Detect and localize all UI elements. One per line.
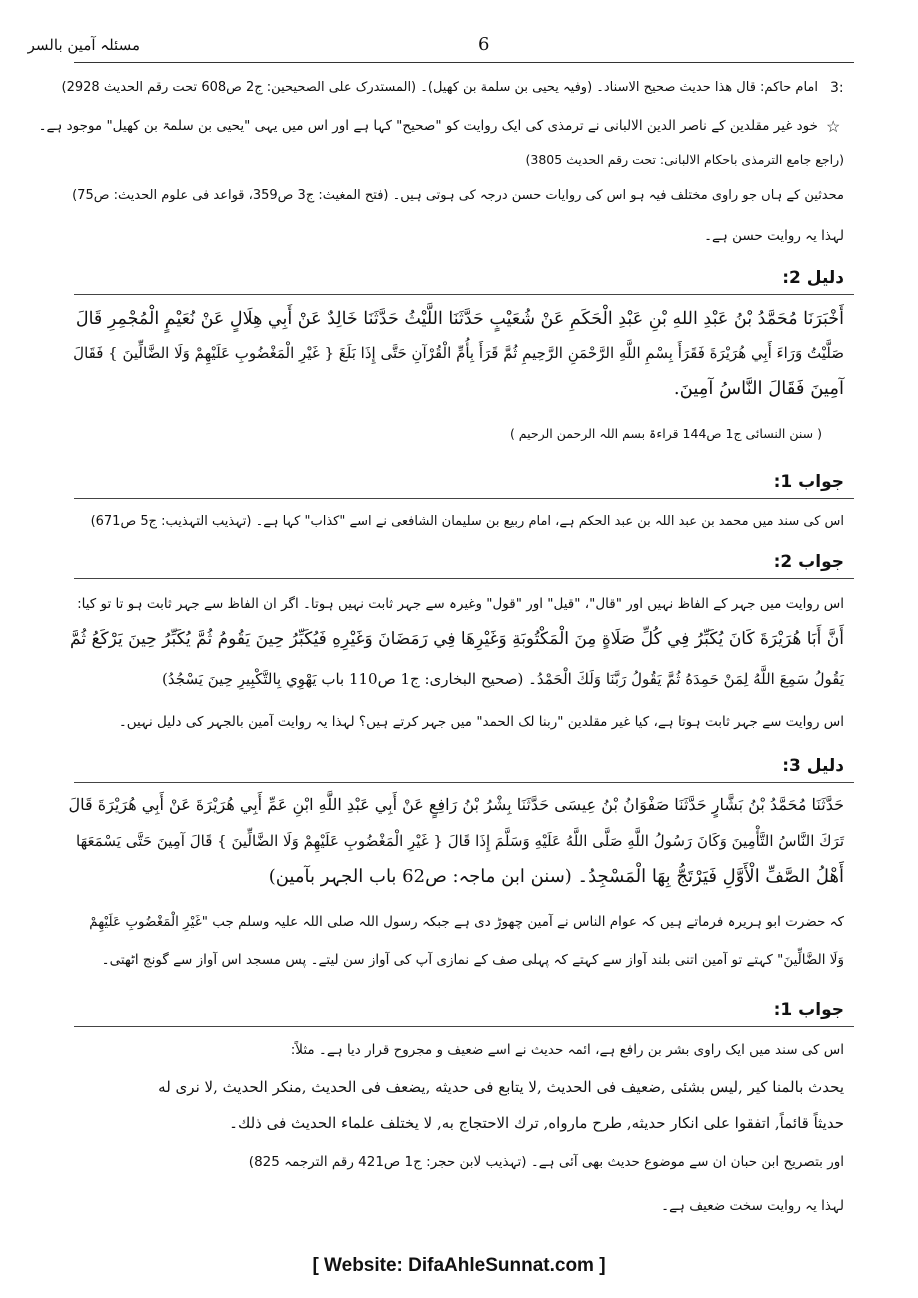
jawab-2-hadith-line-1: أَنَّ أَبَا هُرَيْرَةَ كَانَ يُكَبِّرُ فِي كُلِّ صَلَاةٍ مِنَ الْمَكْتُوبَةِ وَغَيْرِهَا فِي رَمَضَانَ وَغَيْرِهِ فَيُكَبِّرُ حِينَ يَقُومُ ثُمَّ يُكَبِّرُ حِينَ يَرْكَعُ ثُمَّ xyxy=(70,629,844,649)
jawab-1b-line-2: اور بتصریح ابن حبان ان سے موضوع حدیث بھی آئی ہے۔ (تہذیب لابن حجر: ج1 ص421 رقم الترجمہ 825) xyxy=(248,1154,844,1170)
jawab-1-heading: جواب 1: xyxy=(773,472,844,492)
jawab-1-line: اس کی سند میں محمد بن عبد اللہ بن عبد الحکم ہے، امام ربیع بن سلیمان الشافعی نے اسے "کذاب" کہا ہے۔ (تہذیب التہذیب: ج5 ص671) xyxy=(90,514,844,529)
dalil-2-hadith-line-2: صَلَّيْتُ وَرَاءَ أَبِي هُرَيْرَةَ فَقَرَأَ بِسْمِ اللَّهِ الرَّحْمَنِ الرَّحِيمِ ثُمَّ قَرَأَ بِأُمِّ الْقُرْآنِ حَتَّى إِذَا بَلَغَ { غَيْرِ الْمَغْضُوبِ عَلَيْهِمْ وَلَا الضَّالِّينَ } فَقَالَ xyxy=(73,344,844,362)
muhaddithin-conclusion: لہذا یہ روایت حسن ہے۔ xyxy=(704,228,844,244)
dalil-3-heading: دلیل 3: xyxy=(782,756,844,776)
dalil-3-hadith-line-3: أَهْلُ الصَّفِّ الْأَوَّلِ فَيَرْتَجُّ بِهَا الْمَسْجِدُ۔ (سنن ابن ماجہ: ص62 باب الجہر بآمین) xyxy=(268,866,844,887)
section-divider xyxy=(74,578,854,579)
albani-line-1: خود غیر مقلدین کے ناصر الدین الالبانی نے ترمذی کی ایک روایت کو "صحیح" کہا ہے اور اس میں یہی "یحیی بن سلمۃ بن کھیل" موجود ہے۔ xyxy=(38,118,818,134)
dalil-2-hadith-line-1: أَخْبَرَنَا مُحَمَّدُ بْنُ عَبْدِ اللهِ بْنِ عَبْدِ الْحَكَمِ عَنْ شُعَيْبٍ حَدَّثَنَا اللَّيْثُ حَدَّثَنَا خَالِدٌ عَنْ أَبِي هِلَالٍ عَنْ نُعَيْمٍ الْمُجْمِرِ قَالَ xyxy=(75,309,844,329)
section-divider xyxy=(74,498,854,499)
header-divider xyxy=(74,62,854,63)
dalil-2-hadith-line-3: آمِينَ فَقَالَ النَّاسُ آمِينَ. xyxy=(673,378,844,399)
dalil-3-hadith-line-2: تَرَكَ النَّاسُ التَّأْمِينَ وَكَانَ رَسُولُ اللَّهِ صَلَّى اللَّهُ عَلَيْهِ وَسَلَّمَ إِذَا قَالَ { غَيْرِ الْمَغْضُوبِ عَلَيْهِمْ وَلَا الضَّالِّينَ } قَالَ آمِينَ حَتَّى يَسْمَعَهَا xyxy=(76,832,844,850)
muhaddithin-line: محدثین کے ہاں جو راوی مختلف فیہ ہو اس کی روایات حسن درجہ کی ہوتی ہیں۔ (فتح المغیث: ج3 ص359، قواعد فی علوم الحدیث: ص75) xyxy=(72,188,844,203)
jawab-1b-arabic-line-1: يحدث بالمنا كير ,ليس بشئى ,ضعيف فى الحديث ,لا يتابع فى حديثه ,يضعف فى الحديث ,منكر الحديث ,لا نرى له xyxy=(158,1078,844,1096)
dalil-3-translation-line-1: کہ حضرت ابو ہریرہ فرماتے ہیں کہ عوام الناس نے آمین چھوڑ دی ہے جبکہ رسول اللہ صلی اللہ علیہ وسلم جب "غَيْرِ الْمَغْضُوبِ عَلَيْهِمْ xyxy=(89,914,844,930)
section-divider xyxy=(74,294,854,295)
page-header-title: مسئلہ آمین بالسر xyxy=(27,36,140,54)
albani-reference: (راجع جامع الترمذی باحکام الالبانی: تحت رقم الحدیث 3805) xyxy=(525,152,844,167)
jawab-1b-conclusion: لہذا یہ روایت سخت ضعیف ہے۔ xyxy=(661,1198,844,1214)
star-bullet-icon: ☆ xyxy=(826,117,841,136)
jawab-2-heading: جواب 2: xyxy=(773,552,844,572)
dalil-3-translation-line-2: وَلَا الضَّالِّينَ" کہتے تو آمین اتنی بلند آواز سے کہتے کہ پہلی صف کے نمازی آپ کی آواز سن لیتے۔ پس مسجد اس آواز سے گونج اٹھتی۔ xyxy=(101,952,844,968)
section-divider xyxy=(74,782,854,783)
section-divider xyxy=(74,1026,854,1027)
dalil-2-source: ( سنن النسائی ج1 ص144 قراءۃ بسم اللہ الرحمن الرحیم ) xyxy=(509,426,822,441)
jawab-2-line-2: اس روایت سے جہر ثابت ہوتا ہے، کیا غیر مقلدین "ربنا لک الحمد" میں جہر کرتے ہیں؟ لہذا یہ روایت آمین بالجہر کی دلیل نہیں۔ xyxy=(118,714,844,730)
jawab-1b-line-1: اس کی سند میں ایک راوی بشر بن رافع ہے، ائمہ حدیث نے اسے ضعیف و مجروح قرار دیا ہے۔ مثلاً: xyxy=(290,1042,844,1058)
dalil-3-hadith-line-1: حَدَّثَنَا مُحَمَّدُ بْنُ بَشَّارٍ حَدَّثَنَا صَفْوَانُ بْنُ عِيسَى حَدَّثَنَا بِشْرُ بْنُ رَافِعٍ عَنْ أَبِي عَبْدِ اللَّهِ ابْنِ عَمِّ أَبِي هُرَيْرَةَ عَنْ أَبِي هُرَيْرَةَ قَالَ xyxy=(68,795,844,814)
dalil-2-heading: دلیل 2: xyxy=(782,268,844,288)
item-number: 3: xyxy=(830,80,844,96)
hakim-line: امام حاکم: قال هذا حديث صحيح الاسناد۔ (وفيہ يحيى بن سلمة بن كهيل)۔ (المستدرک علی الصحیحین: ج2 ص608 تحت رقم الحدیث 2928) xyxy=(61,80,818,95)
website-footer: [ Website: DifaAhleSunnat.com ] xyxy=(312,1255,606,1276)
page-number: 6 xyxy=(478,34,490,55)
jawab-2-hadith-line-2: يَقُولُ سَمِعَ اللَّهُ لِمَنْ حَمِدَهُ ثُمَّ يَقُولُ رَبَّنَا وَلَكَ الْحَمْدُ۔ (صحیح البخاری: ج1 ص110 باب يَهْوِي بِالتَّكْبِيرِ حِينَ يَسْجُدُ) xyxy=(162,670,844,688)
jawab-2-line-1: اس روایت میں جہر کے الفاظ نہیں اور "قال"، "قیل" اور "قول" وغیرہ سے جہر ثابت نہیں ہوتا۔ اگر ان الفاظ سے جہر ثابت ہو تا تو کیا: xyxy=(77,596,844,612)
jawab-1b-heading: جواب 1: xyxy=(773,1000,844,1020)
jawab-1b-arabic-line-2: حديثاً قائماً, اتفقوا على انكار حديثه, طرح مارواه, ترك الاحتجاج به, لا يختلف علماء الحديث فى ذلك۔ xyxy=(229,1114,844,1132)
